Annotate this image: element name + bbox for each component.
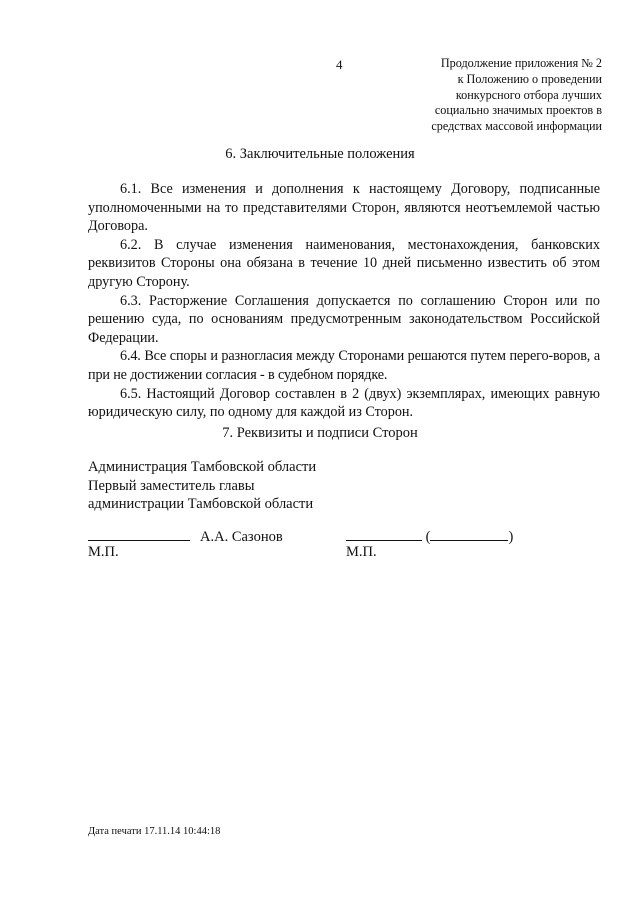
appendix-header-line: средствах массовой информации: [431, 119, 602, 134]
page-number: 4: [336, 57, 343, 72]
signature-right: [346, 526, 513, 546]
stamp-label-left: М.П.: [88, 544, 119, 560]
section-6-body: [88, 180, 600, 422]
signatory-block: [88, 458, 316, 514]
appendix-header-line: социально значимых проектов в: [434, 103, 602, 118]
signatory-name: А.А. Сазонов: [200, 529, 283, 545]
signatory-position-continued: администрации Тамбовской области: [88, 496, 314, 513]
signature-blank-line: [88, 526, 190, 541]
signature-left: [88, 526, 283, 546]
appendix-header: [382, 56, 602, 135]
signatory-position: Первый заместитель главы: [88, 477, 255, 494]
paren-open: (: [425, 529, 431, 545]
paren-close: ): [508, 529, 514, 545]
paragraph-6-4: 6.4. Все споры и разногласия между Сторонами решаются путем перего-воров, а при не достижении согласия - в судебном порядке.: [88, 348, 600, 383]
name-blank-line: [430, 526, 508, 541]
paragraph-6-5: 6.5. Настоящий Договор составлен в 2 (двух) экземплярах, имеющих равную юридическую силу, по одному для каждой из Сторон.: [88, 385, 600, 421]
paragraph-6-3: 6.3. Расторжение Соглашения допускается по соглашению Сторон или по решению суда, по основаниям предусмотренным законодательством Российской Федерации.: [88, 292, 600, 346]
section-7-title: 7. Реквизиты и подписи Сторон: [222, 425, 418, 441]
section-6-title: 6. Заключительные положения: [225, 146, 415, 162]
paragraph-6-1: 6.1. Все изменения и дополнения к настоящему Договору, подписанные уполномоченными на то представителями Сторон, являются неотъемлемой частью Договора.: [88, 181, 600, 235]
print-date: Дата печати 17.11.14 10:44:18: [88, 826, 221, 837]
stamp-label-right: М.П.: [346, 544, 377, 560]
signatory-organization: Администрация Тамбовской области: [88, 459, 317, 475]
appendix-header-line: конкурсного отбора лучших: [455, 87, 602, 102]
appendix-header-line: Продолжение приложения № 2: [440, 56, 602, 70]
signature-blank-line: [346, 526, 422, 541]
appendix-header-line: к Положению о проведении: [457, 71, 602, 86]
paragraph-6-2: 6.2. В случае изменения наименования, местонахождения, банковских реквизитов Стороны она обязана в течение 10 дней письменно известить об этом другую Сторону.: [88, 236, 600, 290]
